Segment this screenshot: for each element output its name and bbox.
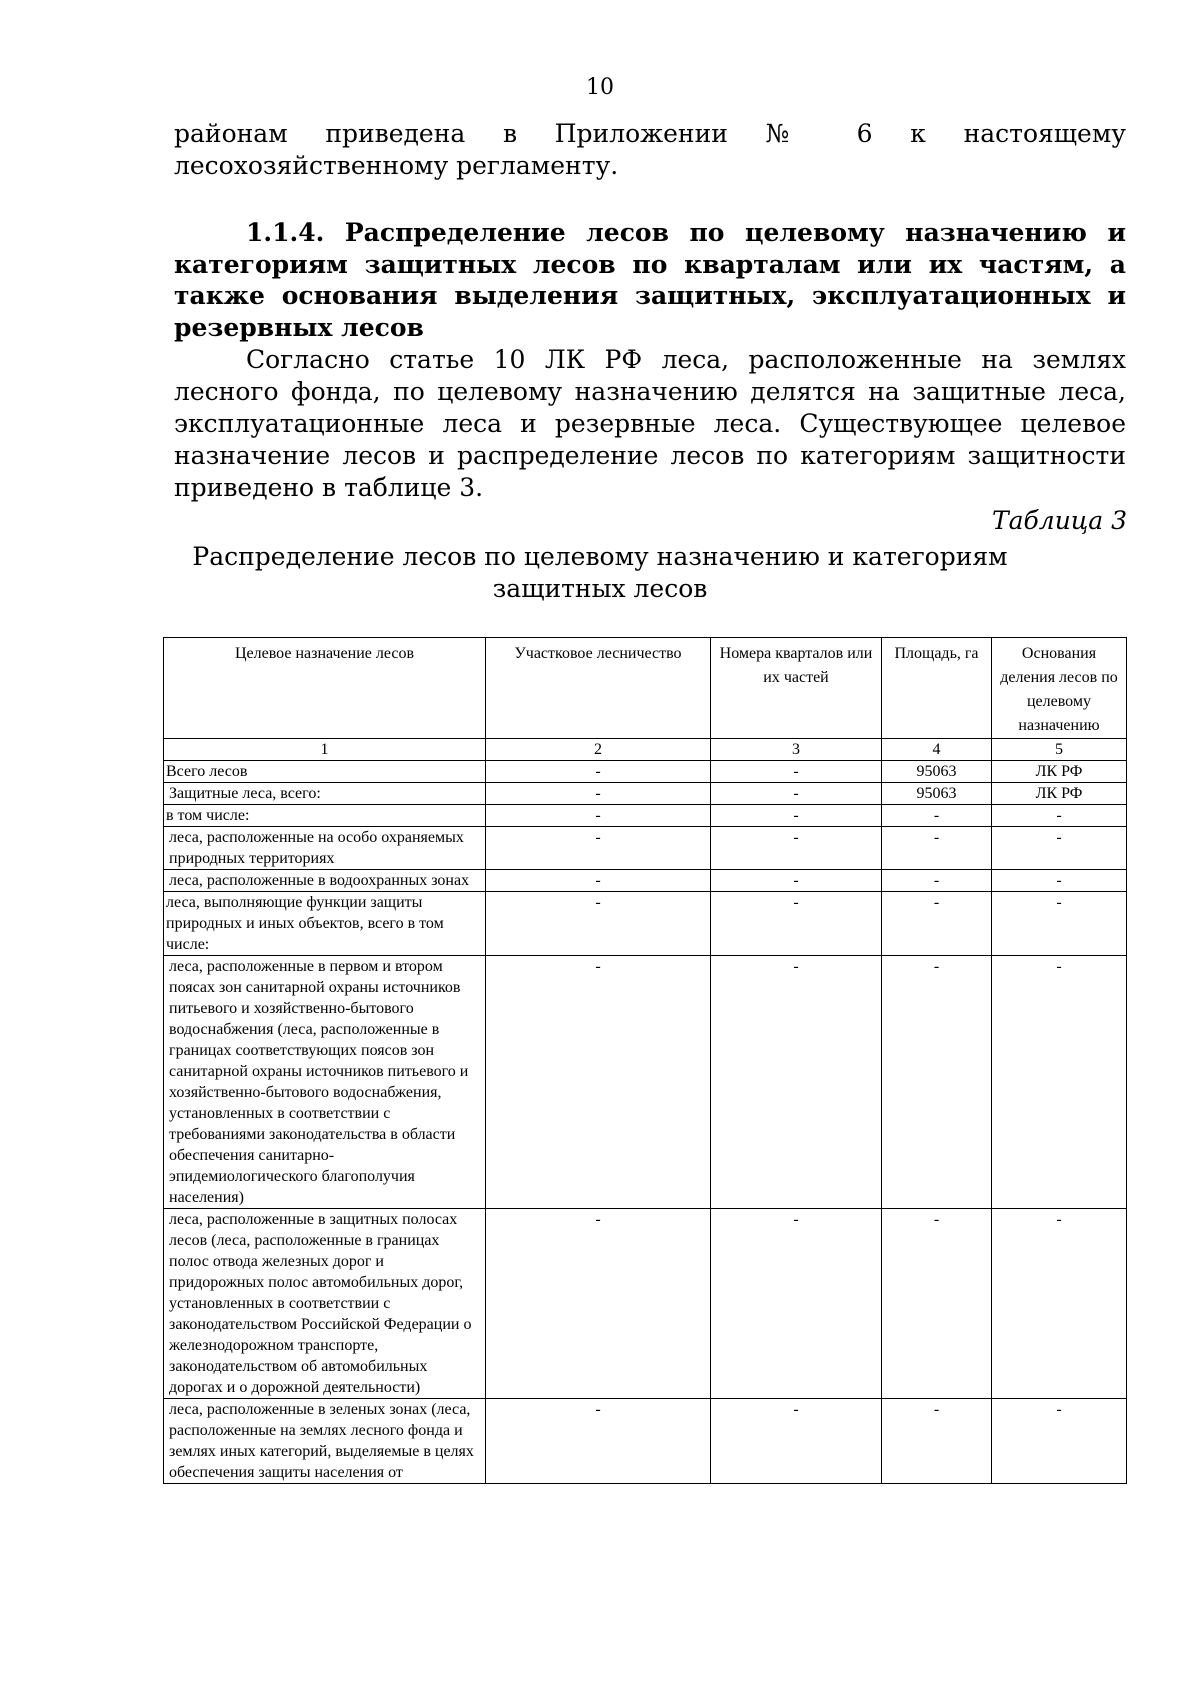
- forest-distribution-table: [163, 637, 1127, 1484]
- cell-basis: -: [992, 1209, 1127, 1399]
- table-caption: [0, 541, 1200, 605]
- row-label: леса, выполняющие функции защиты природных и иных объектов, всего в том числе:: [164, 892, 486, 956]
- cell-basis: ЛК РФ: [992, 783, 1127, 805]
- header-area: Площадь, га: [882, 638, 992, 739]
- cell-district: -: [486, 761, 711, 783]
- table-caption-line-1: Распределение лесов по целевому назначению и категориям: [192, 542, 1008, 571]
- table-row: [164, 1209, 1127, 1399]
- cell-district: -: [486, 1399, 711, 1484]
- cell-quarters: -: [711, 827, 882, 870]
- cell-area: -: [882, 827, 992, 870]
- header-basis: Основания деления лесов по целевому назначению: [992, 638, 1127, 739]
- intro-paragraph: Согласно статье 10 ЛК РФ леса, расположенные на землях лесного фонда, по целевому назначению делятся на защитные леса, эксплуатационные леса и резервные леса. Существующее целевое назначение лесов и распределение лесов по категориям защитности приведено в таблице 3.: [174, 345, 1126, 502]
- page-number: 10: [586, 75, 614, 100]
- table-caption-line-2: защитных лесов: [492, 574, 708, 603]
- cell-area: -: [882, 870, 992, 892]
- row-label: в том числе:: [164, 805, 486, 827]
- cell-basis: ЛК РФ: [992, 761, 1127, 783]
- table-row: [164, 1399, 1127, 1484]
- cell-district: -: [486, 827, 711, 870]
- cell-district: -: [486, 892, 711, 956]
- column-number: 1: [164, 739, 486, 761]
- table-row: [164, 956, 1127, 1209]
- row-label: леса, расположенные в защитных полосах лесов (леса, расположенные в границах полос отвода железных дорог и придорожных полос автомобильных дорог, установленных в соответствии с законодательством Российской Федерации о железнодорожном транспорте, законодательством об автомобильных дорогах и о дорожной деятельности): [164, 1209, 486, 1399]
- cell-district: -: [486, 1209, 711, 1399]
- cell-quarters: -: [711, 805, 882, 827]
- column-number: 4: [882, 739, 992, 761]
- table-header-row: [164, 638, 1127, 739]
- table-row: [164, 805, 1127, 827]
- cell-district: -: [486, 870, 711, 892]
- table-row: [164, 783, 1127, 805]
- table-row: [164, 761, 1127, 783]
- table-row: [164, 870, 1127, 892]
- cell-basis: -: [992, 805, 1127, 827]
- cell-basis: -: [992, 892, 1127, 956]
- cell-basis: -: [992, 956, 1127, 1209]
- cell-basis: -: [992, 870, 1127, 892]
- cell-district: -: [486, 956, 711, 1209]
- cell-quarters: -: [711, 892, 882, 956]
- cell-district: -: [486, 805, 711, 827]
- cell-quarters: -: [711, 1399, 882, 1484]
- cell-area: -: [882, 1209, 992, 1399]
- column-number: 5: [992, 739, 1127, 761]
- cell-quarters: -: [711, 956, 882, 1209]
- table-label: Таблица 3: [991, 506, 1127, 535]
- column-number: 2: [486, 739, 711, 761]
- row-label: леса, расположенные на особо охраняемых природных территориях: [164, 827, 486, 870]
- section-heading: 1.1.4. Распределение лесов по целевому назначению и категориям защитных лесов по кварталам или их частям, а также основания выделения защитных, эксплуатационных и резервных лесов: [174, 218, 1126, 342]
- table-row: [164, 892, 1127, 956]
- table-row: [164, 827, 1127, 870]
- cell-quarters: -: [711, 783, 882, 805]
- cell-basis: -: [992, 1399, 1127, 1484]
- header-purpose: Целевое назначение лесов: [164, 638, 486, 739]
- cell-district: -: [486, 783, 711, 805]
- column-numbers-row: [164, 739, 1127, 761]
- cell-area: -: [882, 805, 992, 827]
- row-label: Всего лесов: [164, 761, 486, 783]
- row-label: леса, расположенные в зеленых зонах (леса, расположенные на землях лесного фонда и землях иных категорий, выделяемые в целях обеспечения защиты населения от: [164, 1399, 486, 1484]
- cell-basis: -: [992, 827, 1127, 870]
- cell-area: 95063: [882, 783, 992, 805]
- cell-area: -: [882, 956, 992, 1209]
- cell-area: -: [882, 892, 992, 956]
- column-number: 3: [711, 739, 882, 761]
- cell-quarters: -: [711, 870, 882, 892]
- row-label: леса, расположенные в первом и втором поясах зон санитарной охраны источников питьевого и хозяйственно-бытового водоснабжения (леса, расположенные в границах соответствующих поясов зон санитарной охраны источников питьевого и хозяйственно-бытового водоснабжения, установленных в соответствии с требованиями законодательства в области обеспечения санитарно-эпидемиологического благополучия населения): [164, 956, 486, 1209]
- cell-area: -: [882, 1399, 992, 1484]
- row-label: леса, расположенные в водоохранных зонах: [164, 870, 486, 892]
- row-label: Защитные леса, всего:: [164, 783, 486, 805]
- cell-quarters: -: [711, 1209, 882, 1399]
- header-forestry-district: Участковое лесничество: [486, 638, 711, 739]
- cell-area: 95063: [882, 761, 992, 783]
- header-quarter-numbers: Номера кварталов или их частей: [711, 638, 882, 739]
- cell-quarters: -: [711, 761, 882, 783]
- continuation-paragraph: районам приведена в Приложении № 6 к настоящему лесохозяйственному регламенту.: [174, 119, 1126, 180]
